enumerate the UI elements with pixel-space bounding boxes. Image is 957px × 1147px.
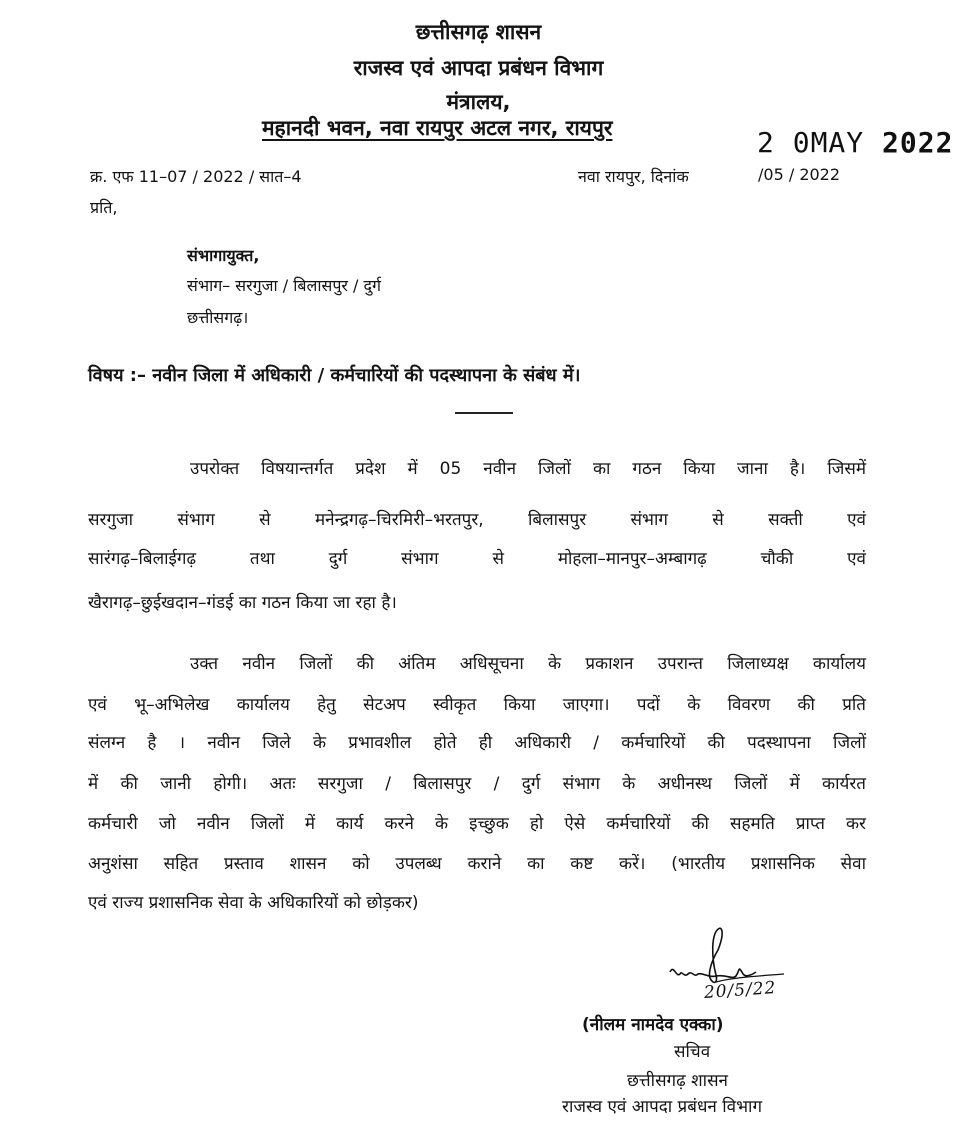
place-date-label: नवा रायपुर, दिनांक	[578, 167, 689, 186]
paragraph-line: एवं राज्य प्रशासनिक सेवा के अधिकारियों को छोड़कर)	[88, 893, 419, 913]
signatory-government: छत्तीसगढ़ शासन	[627, 1071, 728, 1091]
letterhead-address: महानदी भवन, नवा रायपुर अटल नगर, रायपुर	[262, 116, 613, 140]
recipient-title: संभागायुक्त,	[187, 246, 260, 265]
signatory-name: (नीलम नामदेव एक्का)	[582, 1015, 724, 1035]
recipient-division: संभाग– सरगुजा / बिलासपुर / दुर्ग	[187, 276, 382, 295]
signatory-department: राजस्व एवं आपदा प्रबंधन विभाग	[562, 1097, 763, 1117]
paragraph-line: कर्मचारी जो नवीन जिलों में कार्य करने के इच्छुक हो ऐसे कर्मचारियों की सहमति प्राप्त कर	[88, 814, 866, 834]
stamp-day: 2 0	[757, 126, 811, 159]
stamp-month: MAY	[810, 126, 865, 159]
paragraph-line: सरगुजा संभाग से मनेन्द्रगढ़–चिरमिरी–भरतपुर, बिलासपुर संभाग से सक्ती एवं	[88, 510, 866, 530]
signatory-designation: सचिव	[674, 1042, 711, 1062]
letterhead-government: छत्तीसगढ़ शासन	[415, 20, 542, 44]
paragraph-line: संलग्न है । नवीन जिले के प्रभावशील होते ही अधिकारी / कर्मचारियों की पदस्थापना जिलों	[88, 733, 866, 753]
recipient-state: छत्तीसगढ़।	[187, 308, 249, 327]
date-stamp	[757, 126, 953, 159]
subject-line: विषय :– नवीन जिला में अधिकारी / कर्मचारियों की पदस्थापना के संबंध में।	[88, 365, 581, 386]
letter-date: /05 / 2022	[758, 165, 841, 184]
paragraph-line: एवं भू–अभिलेख कार्यालय हेतु सेटअप स्वीकृत किया जाएगा। पदों के विवरण की प्रति	[88, 695, 866, 715]
paragraph-line: में की जानी होगी। अतः सरगुजा / बिलासपुर / दुर्ग संभाग के अधीनस्थ जिलों में कार्यरत	[88, 774, 866, 794]
paragraph-line: उपरोक्त विषयान्तर्गत प्रदेश में 05 नवीन जिलों का गठन किया जाना है। जिसमें	[190, 459, 866, 479]
recipient-to: प्रति,	[90, 198, 118, 217]
paragraph-line: उक्त नवीन जिलों की अंतिम अधिसूचना के प्रकाशन उपरान्त जिलाध्यक्ष कार्यालय	[190, 654, 866, 674]
handwritten-date: 20/5/22	[703, 977, 778, 1003]
letterhead-department: राजस्व एवं आपदा प्रबंधन विभाग	[353, 56, 604, 80]
paragraph-line: सारंगढ़–बिलाईगढ़ तथा दुर्ग संभाग से मोहला–मानपुर–अम्बागढ़ चौकी एवं	[88, 549, 866, 569]
separator-rule	[455, 412, 513, 414]
letterhead-ministry: मंत्रालय,	[446, 90, 511, 114]
paragraph-line: अनुशंसा सहित प्रस्ताव शासन को उपलब्ध कराने का कष्ट करें। (भारतीय प्रशासनिक सेवा	[88, 854, 866, 874]
stamp-year: 2022	[882, 126, 954, 159]
paragraph-line: खैरागढ़–छुईखदान–गंडई का गठन किया जा रहा है।	[88, 593, 397, 613]
reference-number: क्र. एफ 11–07 / 2022 / सात–4	[90, 167, 302, 186]
